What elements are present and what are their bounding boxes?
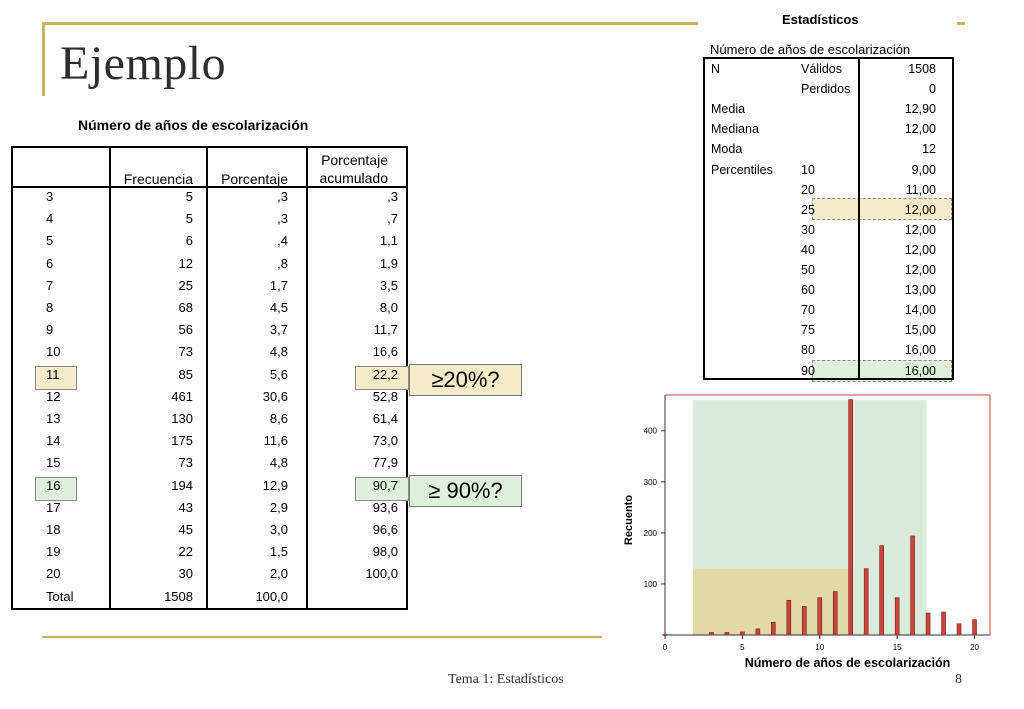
table-cell: 17: [46, 499, 61, 515]
table-cell: 15: [46, 455, 61, 471]
stats-cell: Perdidos: [801, 82, 851, 97]
table-cell: 3,7: [269, 322, 288, 338]
stats-cell: 0: [929, 82, 936, 97]
histogram-bar: [957, 624, 961, 635]
stats-row: [705, 200, 952, 220]
freq-table-caption: Número de años de escolarización: [78, 117, 309, 133]
table-cell: 12,9: [262, 477, 288, 493]
table-row: [13, 230, 406, 252]
table-row: [13, 208, 406, 230]
table-cell: 43: [178, 499, 193, 515]
table-cell: ,8: [277, 255, 288, 271]
histogram-bar: [833, 592, 837, 635]
table-cell: 73,0: [372, 433, 398, 449]
stats-row: [705, 320, 952, 340]
table-row: [13, 364, 406, 386]
table-row: [13, 541, 406, 563]
table-cell: 8,0: [379, 300, 398, 315]
stats-row: [705, 160, 952, 180]
table-row: [13, 408, 406, 430]
table-cell: 30,6: [262, 388, 288, 404]
stats-cell: 30: [801, 222, 815, 237]
table-cell: 98,0: [372, 544, 398, 560]
table-row: [13, 519, 406, 541]
table-cell: 100,0: [255, 588, 288, 604]
top-accent-line-right: [957, 22, 965, 25]
table-cell: 22,2: [372, 366, 398, 382]
stats-cell: 15,00: [904, 323, 936, 338]
table-row: [13, 475, 406, 497]
table-cell: 3: [46, 189, 54, 204]
footer-text: Tema 1: Estadísticos: [448, 672, 564, 687]
table-row: [13, 497, 406, 519]
table-cell: 13: [46, 411, 61, 426]
table-cell: 1,9: [379, 255, 398, 271]
stats-cell: 50: [801, 263, 815, 277]
stats-row: [705, 119, 952, 139]
y-tick-label: 300: [643, 477, 657, 487]
stats-cell: 10: [801, 162, 815, 177]
table-cell: 73: [178, 455, 193, 471]
table-row: [13, 186, 406, 208]
stats-cell: 60: [801, 283, 815, 298]
header-porcentaje: Porcentaje: [221, 171, 288, 187]
histogram-bar: [771, 622, 775, 635]
table-cell: 175: [171, 433, 193, 449]
stats-row: [705, 139, 952, 159]
stats-row: [705, 240, 952, 260]
histogram-bar: [849, 400, 853, 635]
table-cell: 3,5: [379, 277, 398, 293]
callout-90-percent: ≥ 90%?: [409, 475, 522, 507]
stats-cell: 40: [801, 242, 815, 257]
table-cell: 11,6: [263, 433, 288, 449]
stats-row: [705, 220, 952, 240]
table-cell: 4: [46, 211, 54, 227]
table-cell: 4,8: [269, 344, 288, 360]
histogram-chart: [620, 385, 1000, 685]
stats-row: [705, 99, 952, 119]
table-cell: 100,0: [365, 566, 398, 582]
y-tick-label: 100: [643, 579, 657, 589]
stats-cell: 12,00: [904, 263, 936, 277]
table-row: [13, 586, 406, 608]
histogram-bar: [818, 598, 822, 635]
table-cell: 19: [46, 544, 61, 560]
table-row: [13, 253, 406, 275]
histogram-bar: [942, 612, 946, 635]
y-tick-label: 200: [643, 528, 657, 538]
shade-20-percent: [693, 569, 849, 635]
table-cell: 85: [178, 366, 193, 382]
stats-cell: Media: [711, 102, 746, 117]
stats-row: [705, 280, 952, 300]
table-cell: 16,6: [372, 344, 398, 360]
table-cell: 6: [46, 255, 54, 271]
stats-cell: 12,00: [904, 222, 936, 237]
stats-title: Estadísticos: [782, 12, 859, 27]
table-cell: 194: [171, 477, 193, 493]
stats-cell: 75: [801, 323, 815, 338]
page-number: 8: [955, 672, 962, 687]
table-cell: 1508: [164, 588, 193, 604]
y-axis-label: Recuento: [623, 494, 635, 546]
table-cell: 12: [178, 255, 193, 271]
header-porcentaje-acum-2: acumulado: [319, 170, 388, 186]
table-cell: 90,7: [372, 477, 398, 493]
stats-row: [705, 260, 952, 280]
table-cell: 11,7: [373, 322, 398, 338]
table-row: [13, 430, 406, 452]
stats-cell: 12,90: [904, 102, 936, 117]
table-cell: 68: [178, 300, 193, 315]
stats-cell: Percentiles: [711, 162, 773, 177]
table-cell: 3,0: [269, 522, 288, 537]
header-porcentaje-acum-1: Porcentaje: [321, 152, 388, 168]
table-cell: 96,6: [372, 522, 398, 537]
table-cell: 1,5: [269, 544, 288, 560]
stats-cell: 16,00: [904, 343, 936, 358]
histogram-bar: [725, 632, 729, 635]
stats-cell: 90: [801, 363, 815, 378]
x-axis-label: Número de años de escolarización: [744, 656, 951, 670]
stats-cell: 20: [801, 182, 815, 197]
histogram-bar: [756, 629, 760, 635]
table-cell: 4,8: [269, 455, 288, 471]
table-cell: 61,4: [372, 411, 398, 426]
stats-cell: 12,00: [904, 202, 936, 217]
table-cell: 45: [178, 522, 193, 537]
top-accent-line: [42, 22, 698, 25]
table-cell: 4,5: [269, 300, 288, 315]
histogram-bar: [709, 632, 713, 635]
stats-row: [705, 300, 952, 320]
stats-caption: Número de años de escolarización: [710, 42, 911, 57]
stats-cell: 16,00: [904, 363, 936, 378]
x-tick-label: 10: [815, 643, 825, 652]
table-cell: 93,6: [372, 499, 398, 515]
x-tick-label: 0: [662, 643, 668, 652]
stats-row: [705, 340, 952, 360]
table-cell: 5,6: [269, 366, 288, 382]
header-frecuencia: Frecuencia: [123, 171, 193, 187]
histogram-bar: [787, 600, 791, 635]
stats-cell: Mediana: [711, 122, 759, 137]
stats-cell: 12: [922, 142, 936, 157]
stats-cell: 12,00: [904, 242, 936, 257]
histogram-bar: [973, 620, 977, 635]
table-cell: 16: [46, 477, 61, 493]
slide-title: Ejemplo: [60, 37, 227, 90]
x-tick-label: 20: [970, 643, 979, 652]
stats-cell: Válidos: [801, 62, 842, 76]
stats-row: [705, 59, 952, 79]
table-cell: 18: [46, 522, 61, 537]
table-row: [13, 386, 406, 408]
table-cell: 10: [46, 344, 61, 360]
table-cell: 130: [171, 411, 193, 426]
histogram-bar: [911, 536, 915, 635]
stats-cell: 12,00: [904, 122, 936, 137]
table-cell: ,3: [277, 189, 288, 204]
table-cell: 12: [46, 388, 61, 404]
table-cell: ,3: [387, 189, 398, 204]
table-row: [13, 297, 406, 319]
table-cell: 30: [178, 566, 193, 582]
table-cell: 1,1: [379, 233, 398, 249]
table-cell: ,4: [277, 233, 288, 249]
stats-cell: 70: [801, 303, 815, 318]
table-cell: 11: [46, 366, 60, 382]
title-accent-bar: [42, 22, 45, 96]
table-row: [13, 275, 406, 297]
y-tick-label: 400: [643, 426, 657, 436]
table-cell: ,3: [277, 211, 288, 227]
histogram-bar: [864, 569, 868, 635]
stats-cell: 13,00: [904, 283, 936, 298]
table-cell: 25: [178, 277, 193, 293]
stats-cell: 25: [801, 202, 815, 217]
stats-cell: 14,00: [904, 303, 936, 318]
histogram-bar: [802, 606, 806, 635]
x-tick-label: 15: [892, 643, 902, 652]
histogram-bar: [663, 634, 667, 635]
stats-cell: 11,00: [905, 182, 936, 197]
histogram-bar: [740, 632, 744, 635]
table-cell: 6: [185, 233, 193, 249]
histogram-bar: [895, 598, 899, 635]
table-cell: 56: [178, 322, 193, 338]
footer-accent-line: [42, 636, 602, 638]
table-row: [13, 341, 406, 363]
stats-cell: 80: [801, 343, 815, 358]
table-row: [13, 452, 406, 474]
stats-row: [705, 180, 952, 200]
table-cell: 5: [185, 211, 193, 227]
table-cell: 8: [46, 300, 54, 315]
table-cell: 20: [46, 566, 61, 582]
x-tick-label: 5: [740, 643, 745, 652]
table-row: [13, 563, 406, 585]
table-cell: 73: [178, 344, 193, 360]
table-cell: Total: [46, 588, 74, 604]
stats-cell: 9,00: [911, 162, 936, 177]
histogram-bar: [880, 546, 884, 635]
callout-20-percent: ≥20%?: [409, 364, 522, 396]
table-cell: 77,9: [372, 455, 398, 471]
table-cell: 7: [46, 277, 54, 293]
table-cell: 52,8: [372, 388, 398, 404]
stats-cell: Moda: [711, 142, 743, 157]
table-cell: 5: [185, 189, 193, 204]
histogram-bar: [926, 613, 930, 635]
table-cell: 461: [171, 388, 193, 404]
stats-cell: 1508: [908, 62, 936, 76]
table-cell: 22: [178, 544, 193, 560]
stats-row: [705, 79, 952, 99]
stats-cell: N: [711, 62, 721, 76]
table-cell: 5: [46, 233, 54, 249]
table-cell: 2,9: [269, 499, 288, 515]
table-cell: 1,7: [269, 277, 288, 293]
table-row: [13, 319, 406, 341]
stats-row: [705, 361, 952, 381]
table-cell: 14: [46, 433, 61, 449]
table-cell: 2,0: [269, 566, 288, 582]
table-cell: ,7: [387, 211, 398, 227]
table-cell: 8,6: [269, 411, 288, 426]
table-cell: 9: [46, 322, 54, 338]
